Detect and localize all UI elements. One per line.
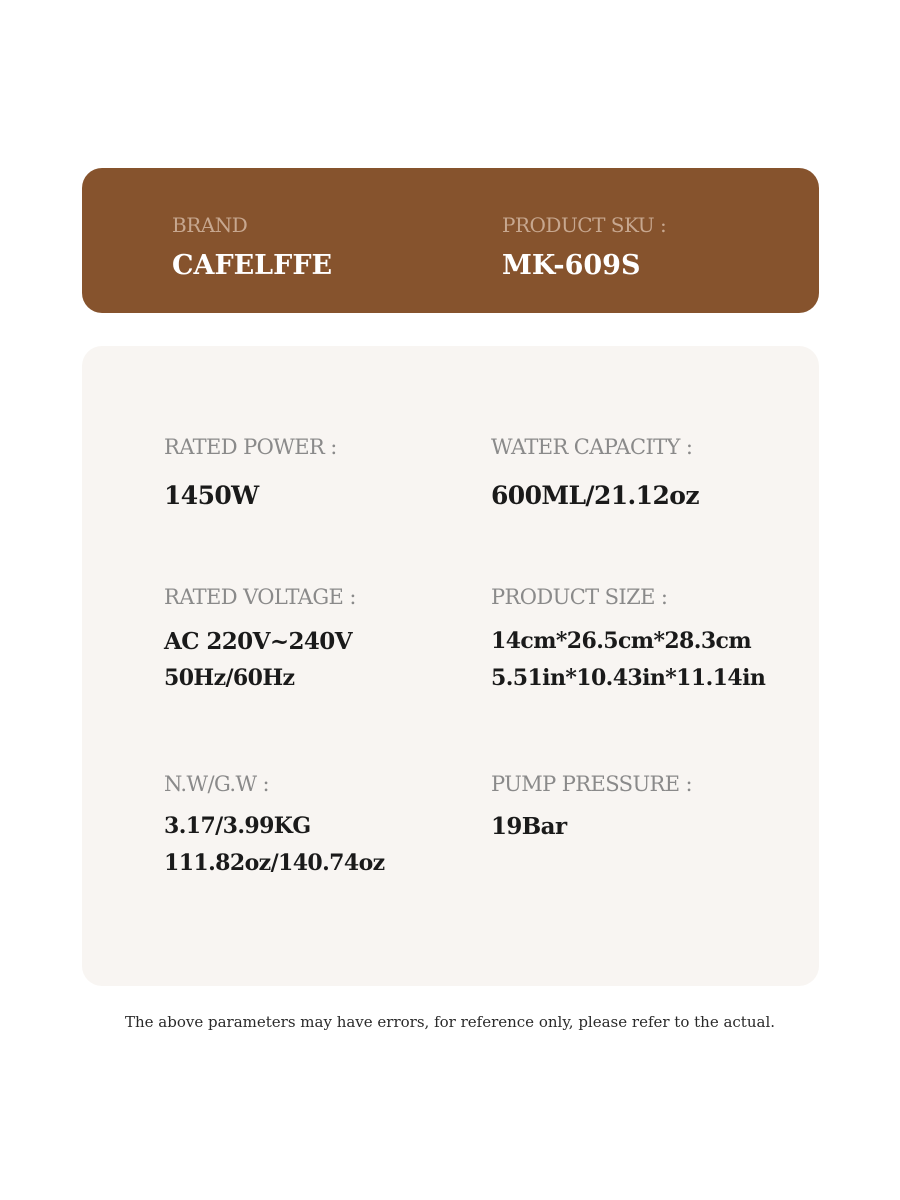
spec-product-size bbox=[491, 583, 811, 697]
rated-power-value: 1450W bbox=[164, 481, 259, 510]
spec-card bbox=[82, 346, 819, 986]
rated-voltage-line1: AC 220V~240V bbox=[164, 628, 352, 655]
water-capacity-label: WATER CAPACITY : bbox=[491, 435, 693, 459]
product-size-label: PRODUCT SIZE : bbox=[491, 585, 668, 609]
rated-voltage-line2: 50Hz/60Hz bbox=[164, 665, 295, 691]
weight-line2: 111.82oz/140.74oz bbox=[164, 850, 385, 876]
product-size-line2: 5.51in*10.43in*11.14in bbox=[491, 665, 766, 691]
weight-label: N.W/G.W : bbox=[164, 772, 270, 796]
disclaimer-footnote: The above parameters may have errors, for reference only, please refer to the actual. bbox=[124, 1013, 776, 1031]
weight-line1: 3.17/3.99KG bbox=[164, 813, 311, 839]
spec-rated-power bbox=[164, 433, 484, 514]
water-capacity-value: 600ML/21.12oz bbox=[491, 481, 699, 510]
spec-weight bbox=[164, 770, 484, 882]
rated-voltage-label: RATED VOLTAGE : bbox=[164, 585, 356, 609]
brand-label: BRAND bbox=[172, 213, 248, 237]
rated-power-label: RATED POWER : bbox=[164, 435, 337, 459]
spec-rated-voltage bbox=[164, 583, 484, 697]
pump-pressure-value: 19Bar bbox=[491, 813, 567, 840]
pump-pressure-label: PUMP PRESSURE : bbox=[491, 772, 693, 796]
product-size-line1: 14cm*26.5cm*28.3cm bbox=[491, 628, 752, 654]
sku-block bbox=[502, 212, 666, 282]
sku-label: PRODUCT SKU : bbox=[502, 213, 667, 237]
spec-pump-pressure bbox=[491, 770, 811, 845]
sku-value: MK-609S bbox=[502, 250, 641, 281]
spec-water-capacity bbox=[491, 433, 811, 514]
brand-value: CAFELFFE bbox=[172, 250, 333, 281]
brand-block bbox=[172, 212, 332, 282]
brand-header-card bbox=[82, 168, 819, 313]
